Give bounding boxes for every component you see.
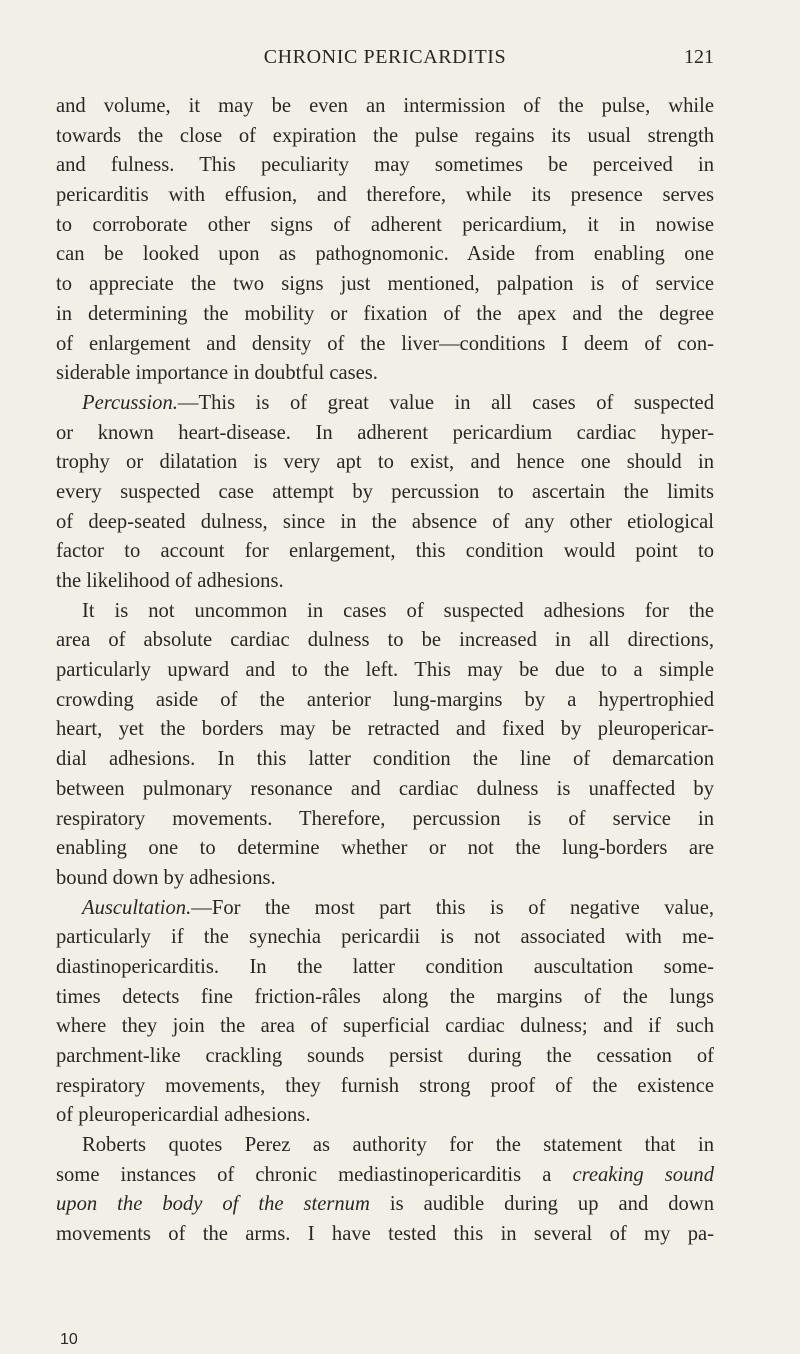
text-segment: of pleuropericardial adhesions. — [56, 1104, 311, 1127]
text-line — [56, 478, 714, 508]
text-segment: between pulmonary resonance and cardiac dulness is unaffected by — [56, 777, 714, 800]
text-line — [56, 1131, 714, 1161]
text-line — [56, 359, 714, 389]
text-line — [56, 240, 714, 270]
italic-text: creaking sound — [572, 1163, 714, 1186]
text-segment: where they join the area of superficial cardiac dulness; and if such — [56, 1015, 714, 1038]
body-text — [56, 92, 714, 1250]
text-line — [56, 1220, 714, 1250]
text-segment: to corroborate other signs of adherent pericardium, it in nowise — [56, 213, 714, 236]
text-segment: of enlargement and density of the liver—conditions I deem of con- — [56, 332, 714, 355]
text-segment: to appreciate the two signs just mentioned, palpation is of service — [56, 273, 714, 296]
text-line — [56, 1101, 714, 1131]
text-line — [56, 745, 714, 775]
text-line — [56, 1072, 714, 1102]
text-segment: heart, yet the borders may be retracted and fixed by pleuropericar- — [56, 718, 714, 741]
text-line — [56, 1161, 714, 1191]
text-line — [56, 686, 714, 716]
text-segment: parchment-like crackling sounds persist during the cessation of — [56, 1045, 714, 1067]
text-line — [56, 270, 714, 300]
text-line — [56, 211, 714, 241]
text-line — [56, 508, 714, 538]
text-segment: diastinopericarditis. In the latter condition auscultation some- — [56, 955, 714, 978]
text-line — [56, 151, 714, 181]
text-segment: particularly if the synechia pericardii is not associated with me- — [56, 926, 714, 949]
text-segment: Roberts quotes Perez as authority for the statement that in — [82, 1134, 714, 1157]
text-line — [56, 983, 714, 1013]
page-number: 121 — [684, 46, 714, 68]
text-segment: movements of the arms. I have tested this in several of my pa- — [56, 1223, 714, 1246]
running-head — [56, 46, 714, 72]
text-line — [56, 1012, 714, 1042]
text-line — [56, 1190, 714, 1220]
text-line — [56, 537, 714, 567]
text-segment: every suspected case attempt by percussion to ascertain the limits — [56, 480, 714, 503]
italic-text: Percussion. — [82, 391, 178, 414]
text-line — [56, 953, 714, 983]
italic-text: Auscultation. — [82, 896, 192, 919]
text-segment: dial adhesions. In this latter condition the line of demarcation — [56, 748, 714, 771]
text-line — [56, 181, 714, 211]
text-segment: pericarditis with effusion, and therefore, while its presence serves — [56, 184, 714, 207]
text-line — [56, 389, 714, 419]
text-line — [56, 894, 714, 924]
text-segment: is audible during up and down — [369, 1193, 714, 1216]
text-segment: bound down by adhesions. — [56, 866, 276, 889]
text-segment: and volume, it may be even an intermission of the pulse, while — [56, 95, 714, 117]
text-segment: towards the close of expiration the pulse regains its usual strength — [56, 124, 714, 147]
running-title: CHRONIC PERICARDITIS — [263, 46, 507, 68]
text-segment: siderable importance in doubtful cases. — [56, 362, 378, 385]
text-line — [56, 300, 714, 330]
text-line — [56, 597, 714, 627]
text-segment: some instances of chronic mediastinopericarditis a — [56, 1163, 573, 1186]
text-segment: times detects fine friction-râles along the margins of the lungs — [56, 985, 714, 1008]
text-line — [56, 92, 714, 122]
text-line — [56, 834, 714, 864]
text-segment: respiratory movements. Therefore, percussion is of service in — [56, 807, 714, 830]
text-line — [56, 864, 714, 894]
text-segment: particularly upward and to the left. This may be due to a simple — [56, 659, 714, 682]
text-line — [56, 775, 714, 805]
text-segment: of deep-seated dulness, since in the absence of any other etiological — [56, 510, 714, 533]
text-line — [56, 1042, 714, 1072]
italic-text: upon the body of the sternum — [56, 1193, 370, 1216]
text-line — [56, 567, 714, 597]
text-segment: the likelihood of adhesions. — [56, 570, 284, 592]
text-segment: area of absolute cardiac dulness to be increased in all directions, — [56, 629, 714, 652]
text-line — [56, 656, 714, 686]
text-line — [56, 805, 714, 835]
text-line — [56, 923, 714, 953]
text-line — [56, 419, 714, 449]
text-segment: —For the most part this is of negative value, — [191, 896, 714, 919]
text-segment: It is not uncommon in cases of suspected adhesions for the — [82, 599, 714, 622]
text-segment: in determining the mobility or fixation of the apex and the degree — [56, 302, 714, 325]
text-segment: —This is of great value in all cases of suspected — [177, 391, 714, 414]
text-segment: and fulness. This peculiarity may sometimes be perceived in — [56, 154, 714, 177]
signature-mark: 10 — [60, 1331, 78, 1348]
text-line — [56, 626, 714, 656]
text-segment: can be looked upon as pathognomonic. Aside from enabling one — [56, 243, 714, 266]
text-segment: trophy or dilatation is very apt to exist, and hence one should in — [56, 451, 714, 474]
text-line — [56, 330, 714, 360]
text-segment: factor to account for enlargement, this condition would point to — [56, 540, 714, 563]
text-line — [56, 448, 714, 478]
text-segment: crowding aside of the anterior lung-margins by a hypertrophied — [56, 688, 714, 711]
text-segment: respiratory movements, they furnish strong proof of the existence — [56, 1074, 714, 1097]
text-segment: or known heart-disease. In adherent pericardium cardiac hyper- — [56, 421, 714, 444]
text-segment: enabling one to determine whether or not the lung-borders are — [56, 837, 714, 860]
text-line — [56, 715, 714, 745]
text-line — [56, 122, 714, 152]
